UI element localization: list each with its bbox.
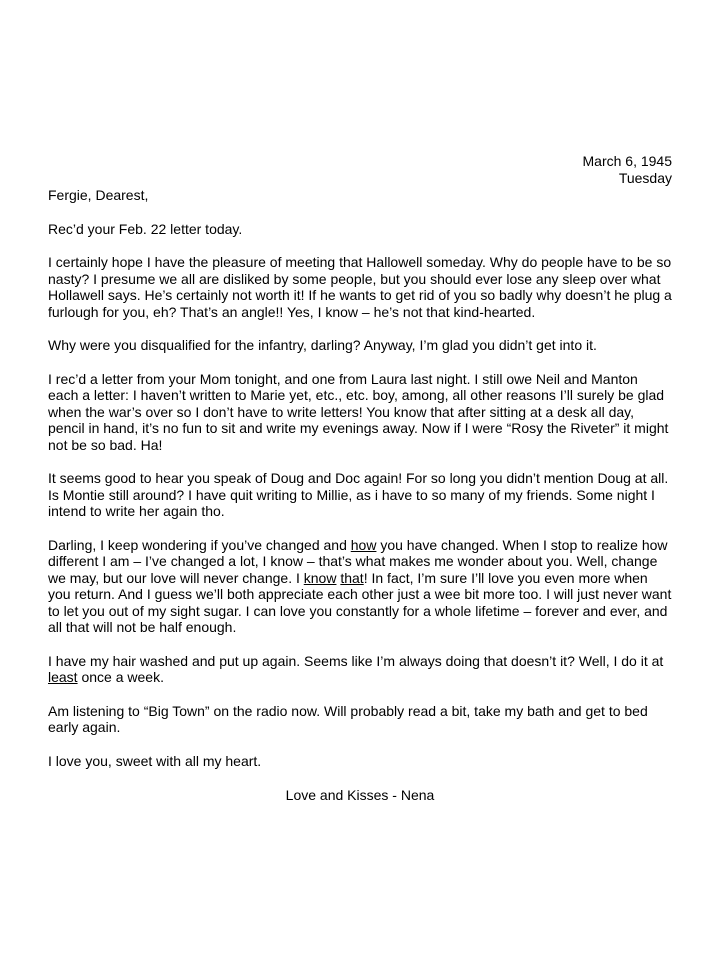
paragraph-2: I certainly hope I have the pleasure of meeting that Hallowell someday. Why do people have to be so nasty? I presume we all are disliked by some people, but you should ever lose any sleep over what Hollawell says. He’s certainly not worth it! If he wants to get rid of you so badly why doesn’t he plug a furlough for you, eh? That’s an angle!! Yes, I know – he’s not that kind-hearted. xyxy=(48,254,672,320)
paragraph-6-text-a: Darling, I keep wondering if you’ve changed and xyxy=(48,536,351,553)
underlined-least: least xyxy=(48,669,78,685)
letter-date: March 6, 1945 xyxy=(582,153,672,169)
closing-signature: Love and Kisses - Nena xyxy=(285,787,435,803)
paragraph-9: I love you, sweet with all my heart. xyxy=(48,752,262,769)
paragraph-6-text-d: ! In fact, I’m sure I’ll love you even more when you return. And I guess we’ll both appreciate each other just a wee bit more too. I will just never want to let you out of my sight sugar. I can love you constantly for a whole lifetime – forever and ever, and all that will not be half enough. xyxy=(48,569,672,635)
underlined-that: that xyxy=(340,569,364,586)
paragraph-1: Rec’d your Feb. 22 letter today. xyxy=(48,220,243,237)
paragraph-6 xyxy=(48,537,672,636)
letter-weekday: Tuesday xyxy=(618,169,672,186)
paragraph-7-text-b: once a week. xyxy=(77,669,164,685)
paragraph-8: Am listening to “Big Town” on the radio now. Will probably read a bit, take my bath and get to bed early again. xyxy=(48,702,648,735)
paragraph-4: I rec’d a letter from your Mom tonight, and one from Laura last night. I still owe Neil and Manton each a letter: I haven’t written to Marie yet, etc., etc. boy, among, all other reasons I’ll surely be glad when the war’s over so I don’t have to write letters! You know that after sitting at a desk all day, pencil in hand, it’s no fun to sit and write my evenings away. Now if I were “Rosy the Riveter” it might not be so bad. Ha! xyxy=(48,370,669,453)
underlined-how: how xyxy=(350,536,377,553)
salutation: Fergie, Dearest, xyxy=(48,187,149,203)
dateline xyxy=(48,153,672,186)
paragraph-7-text-a: I have my hair washed and put up again. Seems like I’m always doing that doesn’t it? Well, I do it at xyxy=(48,652,664,669)
paragraph-3: Why were you disqualified for the infantry, darling? Anyway, I’m glad you didn’t get into it. xyxy=(48,337,597,353)
paragraph-5: It seems good to hear you speak of Doug and Doc again! For so long you didn’t mention Doug at all. Is Montie still around? I have quit writing to Millie, as i have to so many of my friends. Some night I intend to write her again tho. xyxy=(48,470,669,519)
paragraph-7 xyxy=(48,653,672,686)
letter-body xyxy=(48,153,672,804)
underlined-know: know xyxy=(303,569,337,586)
paragraph-6-text-b: you have changed. When I stop to realize how different I am – I’ve changed a lot, I know – that’s what makes me wonder about you. Well, change we may, but our love will never change. I xyxy=(48,536,668,586)
